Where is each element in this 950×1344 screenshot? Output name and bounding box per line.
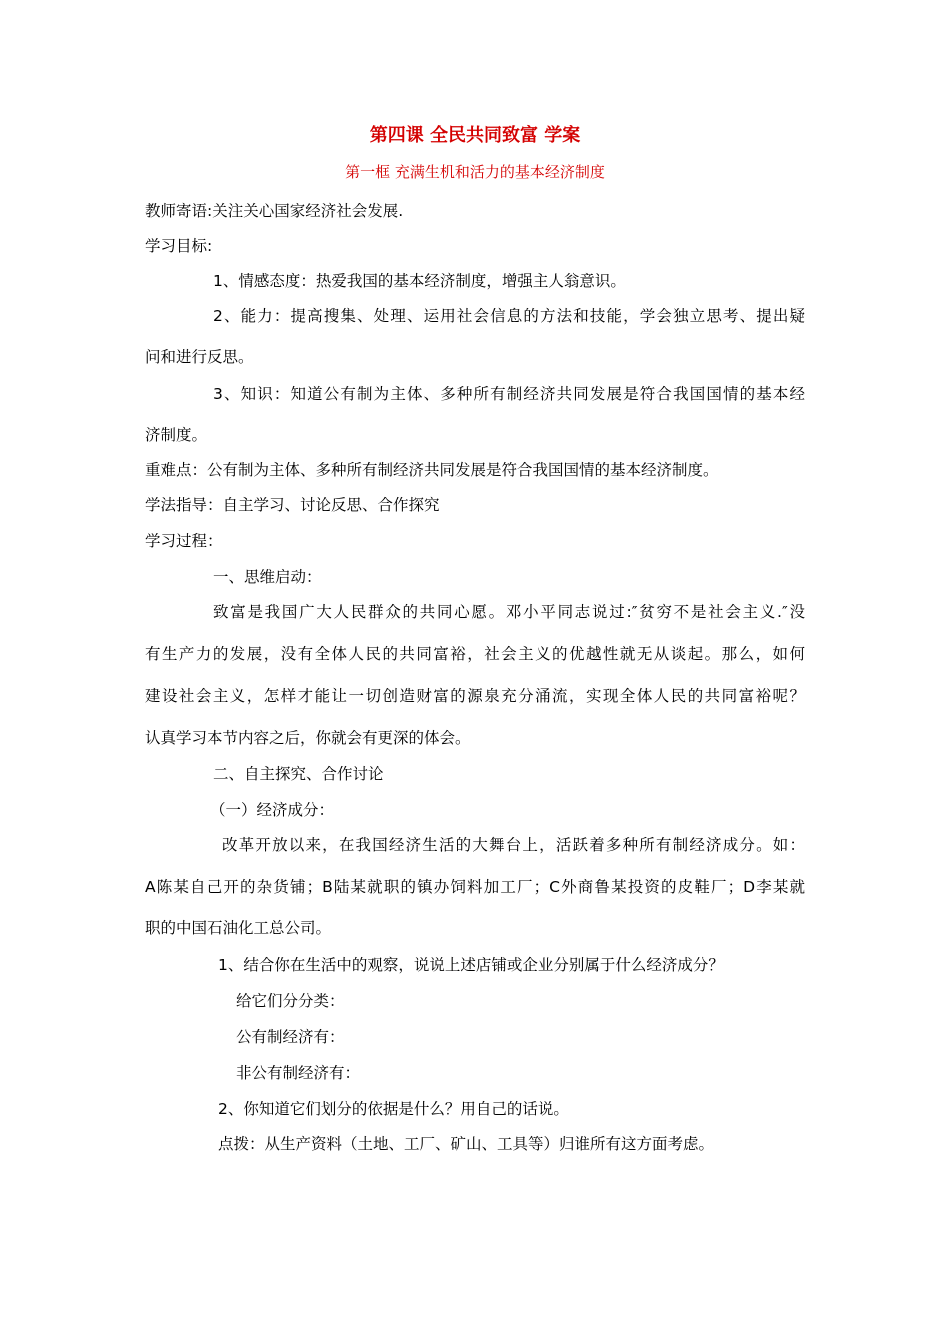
teacher-message: 教师寄语:关注关心国家经济社会发展. bbox=[145, 202, 404, 220]
question-one: 1、结合你在生活中的观察，说说上述店铺或企业分别属于什么经济成分？ bbox=[218, 956, 724, 974]
intro-paragraph-line-1: 致富是我国广大人民群众的共同心愿。邓小平同志说过:″贫穷不是社会主义.″没 bbox=[213, 603, 805, 621]
learning-method-guide: 学法指导：自主学习、讨论反思、合作探究 bbox=[145, 496, 440, 514]
reform-paragraph-line-1: 改革开放以来，在我国经济生活的大舞台上，活跃着多种所有制经济成分。如： bbox=[222, 836, 805, 854]
reform-paragraph-line-3: 职的中国石油化工总公司。 bbox=[145, 919, 332, 937]
key-difficult-points: 重难点：公有制为主体、多种所有制经济共同发展是符合我国国情的基本经济制度。 bbox=[145, 461, 719, 479]
document-title: 第四课 全民共同致富 学案 bbox=[369, 125, 581, 146]
question-two: 2、你知道它们划分的依据是什么？用自己的话说。 bbox=[218, 1100, 569, 1118]
classify-prompt: 给它们分分类： bbox=[236, 992, 345, 1010]
non-public-economy-answer: 非公有制经济有： bbox=[236, 1064, 361, 1082]
public-economy-answer: 公有制经济有： bbox=[236, 1028, 345, 1046]
section-two-heading: 二、自主探究、合作讨论 bbox=[213, 765, 384, 783]
learning-process-heading: 学习过程： bbox=[145, 532, 223, 550]
goal-ability-line-2: 问和进行反思。 bbox=[145, 348, 254, 366]
goal-knowledge-line-1: 3、知识：知道公有制为主体、多种所有制经济共同发展是符合我国国情的基本经 bbox=[213, 385, 805, 403]
learning-goals-heading: 学习目标: bbox=[145, 237, 213, 255]
reform-paragraph-line-2: A陈某自己开的杂货铺；B陆某就职的镇办饲料加工厂；C外商鲁某投资的皮鞋厂；D李某就 bbox=[145, 878, 805, 896]
goal-ability-line-1: 2、能力：提高搜集、处理、运用社会信息的方法和技能，学会独立思考、提出疑 bbox=[213, 307, 805, 325]
section-one-heading: 一、思维启动： bbox=[213, 568, 322, 586]
goal-emotion: 1、情感态度：热爱我国的基本经济制度，增强主人翁意识。 bbox=[213, 272, 626, 290]
goal-knowledge-line-2: 济制度。 bbox=[145, 426, 208, 444]
intro-paragraph-line-3: 建设社会主义，怎样才能让一切创造财富的源泉充分涌流，实现全体人民的共同富裕呢？ bbox=[145, 687, 805, 705]
intro-paragraph-line-2: 有生产力的发展，没有全体人民的共同富裕，社会主义的优越性就无从谈起。那么，如何 bbox=[145, 645, 805, 663]
intro-paragraph-line-4: 认真学习本节内容之后，你就会有更深的体会。 bbox=[145, 729, 471, 747]
subsection-economic-components: （一）经济成分： bbox=[210, 801, 335, 819]
document-subtitle: 第一框 充满生机和活力的基本经济制度 bbox=[345, 163, 605, 181]
hint-text: 点拨：从生产资料（土地、工厂、矿山、工具等）归谁所有这方面考虑。 bbox=[218, 1135, 715, 1153]
